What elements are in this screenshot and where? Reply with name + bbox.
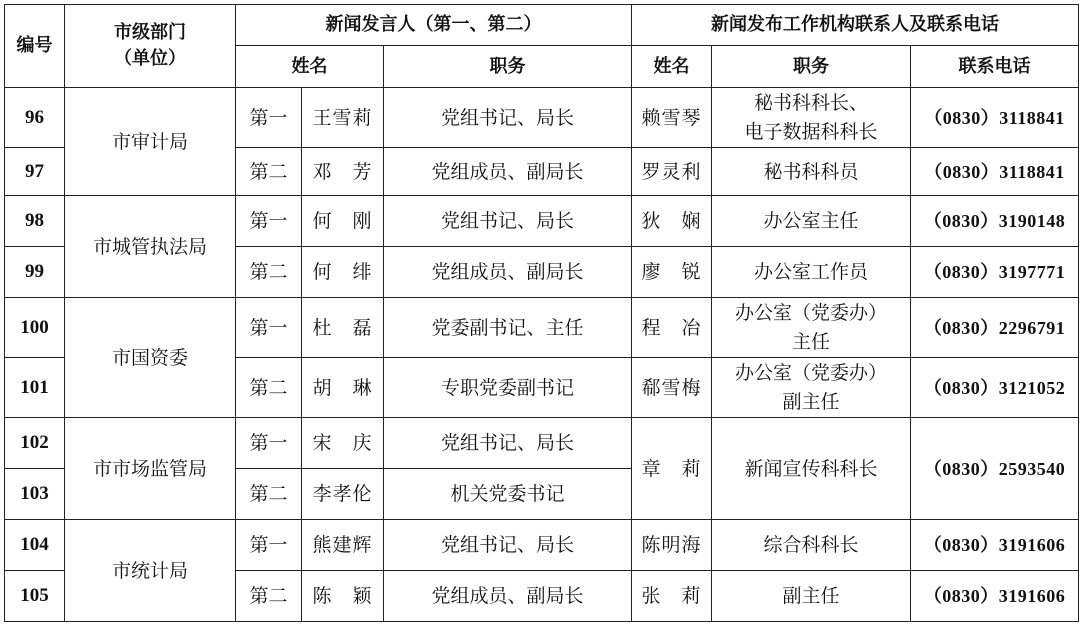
rank-cell: 第一 (236, 88, 302, 148)
header-contact: 新闻发布工作机构联系人及联系电话 (632, 5, 1079, 46)
spokesperson-table (4, 4, 1079, 622)
header-spokesperson: 新闻发言人（第一、第二） (236, 5, 632, 46)
phone-cell: （0830）3118841 (911, 88, 1079, 148)
position-cell: 党委副书记、主任 (384, 298, 632, 358)
contact-position-cell (712, 358, 911, 418)
rank-cell: 第一 (236, 520, 302, 571)
contact-name-cell: 赖雪琴 (632, 88, 712, 148)
contact-position-cell: 办公室工作员 (712, 247, 911, 298)
name-cell: 何 刚 (302, 196, 384, 247)
rank-cell: 第一 (236, 196, 302, 247)
name-cell: 杜 磊 (302, 298, 384, 358)
name-cell: 陈 颖 (302, 571, 384, 622)
table-row (5, 298, 1079, 358)
contact-position-cell: 新闻宣传科科长 (712, 418, 911, 520)
rank-cell: 第一 (236, 418, 302, 469)
phone-cell: （0830）3190148 (911, 196, 1079, 247)
phone-cell: （0830）3121052 (911, 358, 1079, 418)
header-sp-name: 姓名 (236, 46, 384, 88)
phone-cell: （0830）3118841 (911, 148, 1079, 196)
contact-position-cell: 综合科科长 (712, 520, 911, 571)
table-row (5, 520, 1079, 571)
position-cell: 党组成员、副局长 (384, 148, 632, 196)
name-cell: 胡 琳 (302, 358, 384, 418)
contact-position-cell: 办公室主任 (712, 196, 911, 247)
table-row (5, 88, 1079, 148)
position-cell: 专职党委副书记 (384, 358, 632, 418)
name-cell: 何 绯 (302, 247, 384, 298)
header-no: 编号 (5, 5, 65, 88)
contact-position-line2: 主任 (792, 330, 831, 353)
row-no: 98 (5, 196, 65, 247)
phone-cell: （0830）3191606 (911, 571, 1079, 622)
row-no: 102 (5, 418, 65, 469)
row-no: 97 (5, 148, 65, 196)
header-dept-line2: （单位） (114, 48, 186, 69)
header-c-position: 职务 (712, 46, 911, 88)
name-cell: 宋 庆 (302, 418, 384, 469)
position-cell: 党组成员、副局长 (384, 571, 632, 622)
rank-cell: 第二 (236, 247, 302, 298)
position-cell: 党组书记、局长 (384, 196, 632, 247)
header-dept-line1: 市级部门 (114, 22, 186, 43)
table-row (5, 418, 1079, 469)
row-no: 99 (5, 247, 65, 298)
contact-name-cell: 廖 锐 (632, 247, 712, 298)
header-dept (65, 5, 236, 88)
row-no: 104 (5, 520, 65, 571)
dept-cell: 市市场监管局 (65, 418, 236, 520)
rank-cell: 第二 (236, 571, 302, 622)
rank-cell: 第二 (236, 469, 302, 520)
contact-position-cell: 副主任 (712, 571, 911, 622)
row-no: 105 (5, 571, 65, 622)
contact-name-cell: 章 莉 (632, 418, 712, 520)
rank-cell: 第二 (236, 148, 302, 196)
contact-position-cell (712, 298, 911, 358)
contact-name-cell: 张 莉 (632, 571, 712, 622)
contact-name-cell: 郗雪梅 (632, 358, 712, 418)
header-c-name: 姓名 (632, 46, 712, 88)
header-c-phone: 联系电话 (911, 46, 1079, 88)
row-no: 96 (5, 88, 65, 148)
contact-name-cell: 程 冶 (632, 298, 712, 358)
phone-cell: （0830）3197771 (911, 247, 1079, 298)
dept-cell: 市审计局 (65, 88, 236, 196)
name-cell: 王雪莉 (302, 88, 384, 148)
position-cell: 党组书记、局长 (384, 520, 632, 571)
contact-position-cell (712, 88, 911, 148)
dept-cell: 市统计局 (65, 520, 236, 622)
contact-position-line2: 电子数据科科长 (744, 120, 878, 143)
name-cell: 李孝伦 (302, 469, 384, 520)
name-cell: 邓 芳 (302, 148, 384, 196)
dept-cell: 市国资委 (65, 298, 236, 418)
position-cell: 机关党委书记 (384, 469, 632, 520)
contact-name-cell: 罗灵利 (632, 148, 712, 196)
contact-name-cell: 狄 娴 (632, 196, 712, 247)
contact-position-line1: 秘书科科长、 (754, 91, 869, 114)
contact-name-cell: 陈明海 (632, 520, 712, 571)
rank-cell: 第一 (236, 298, 302, 358)
header-sp-position: 职务 (384, 46, 632, 88)
position-cell: 党组书记、局长 (384, 418, 632, 469)
name-cell: 熊建辉 (302, 520, 384, 571)
row-no: 101 (5, 358, 65, 418)
phone-cell: （0830）3191606 (911, 520, 1079, 571)
table-row (5, 196, 1079, 247)
contact-position-line1: 办公室（党委办） (735, 301, 888, 324)
phone-cell: （0830）2296791 (911, 298, 1079, 358)
rank-cell: 第二 (236, 358, 302, 418)
position-cell: 党组书记、局长 (384, 88, 632, 148)
contact-position-cell: 秘书科科员 (712, 148, 911, 196)
phone-cell: （0830）2593540 (911, 418, 1079, 520)
row-no: 100 (5, 298, 65, 358)
contact-position-line2: 副主任 (782, 390, 840, 413)
position-cell: 党组成员、副局长 (384, 247, 632, 298)
row-no: 103 (5, 469, 65, 520)
dept-cell: 市城管执法局 (65, 196, 236, 298)
contact-position-line1: 办公室（党委办） (735, 361, 888, 384)
